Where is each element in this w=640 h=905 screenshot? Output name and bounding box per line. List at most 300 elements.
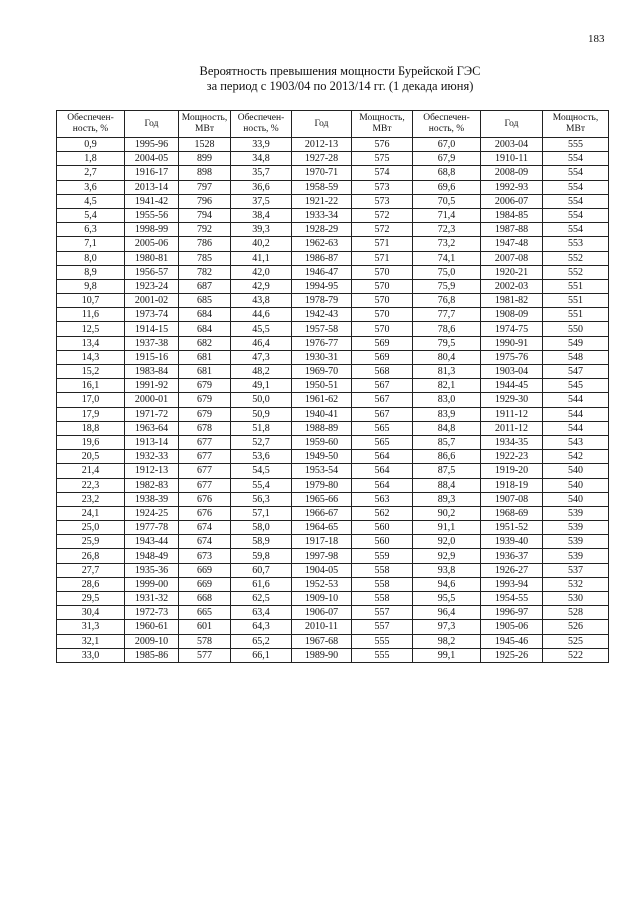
table-cell: 1937-38 [125,336,179,350]
table-row [57,223,609,237]
table-cell: 685 [179,294,231,308]
table-cell: 525 [543,634,609,648]
table-cell: 785 [179,251,231,265]
table-cell: 676 [179,506,231,520]
table-cell: 539 [543,535,609,549]
table-cell: 1988-89 [292,421,352,435]
table-cell: 548 [543,350,609,364]
table-cell: 674 [179,521,231,535]
table-cell: 571 [352,237,413,251]
table-cell: 1919-20 [481,464,543,478]
table-cell: 1920-21 [481,265,543,279]
table-cell: 1907-08 [481,492,543,506]
table-cell: 1913-14 [125,435,179,449]
table-cell: 1938-39 [125,492,179,506]
table-cell: 1949-50 [292,450,352,464]
table-cell: 2005-06 [125,237,179,251]
table-cell: 1986-87 [292,251,352,265]
table-cell: 64,3 [231,620,292,634]
table-cell: 684 [179,308,231,322]
table-cell: 75,0 [413,265,481,279]
table-cell: 537 [543,563,609,577]
table-cell: 1955-56 [125,208,179,222]
table-cell: 1962-63 [292,237,352,251]
table-cell: 77,7 [413,308,481,322]
table-cell: 1918-19 [481,478,543,492]
table-cell: 12,5 [57,322,125,336]
table-cell: 59,8 [231,549,292,563]
table-row [57,620,609,634]
table-cell: 58,9 [231,535,292,549]
table-cell: 1528 [179,138,231,152]
table-row [57,634,609,648]
table-cell: 574 [352,166,413,180]
table-cell: 24,1 [57,506,125,520]
table-cell: 33,9 [231,138,292,152]
probability-table [56,110,609,663]
table-cell: 2009-10 [125,634,179,648]
table-cell: 1946-47 [292,265,352,279]
table-cell: 1974-75 [481,322,543,336]
table-cell: 54,5 [231,464,292,478]
table-cell: 55,4 [231,478,292,492]
table-cell: 86,6 [413,450,481,464]
table-cell: 570 [352,308,413,322]
table-cell: 578 [179,634,231,648]
table-cell: 1999-00 [125,577,179,591]
table-cell: 681 [179,365,231,379]
table-cell: 560 [352,521,413,535]
table-cell: 551 [543,294,609,308]
table-cell: 1981-82 [481,294,543,308]
table-body [57,138,609,663]
table-cell: 32,1 [57,634,125,648]
table-cell: 1912-13 [125,464,179,478]
table-row [57,180,609,194]
table-cell: 36,6 [231,180,292,194]
table-cell: 28,6 [57,577,125,591]
table-cell: 39,3 [231,223,292,237]
table-cell: 19,6 [57,435,125,449]
table-cell: 575 [352,152,413,166]
table-cell: 1958-59 [292,180,352,194]
table-cell: 46,4 [231,336,292,350]
table-cell: 70,5 [413,194,481,208]
table-cell: 45,5 [231,322,292,336]
table-cell: 553 [543,237,609,251]
header-cell: Год [125,111,179,138]
table-cell: 572 [352,208,413,222]
table-cell: 11,6 [57,308,125,322]
table-cell: 1984-85 [481,208,543,222]
table-cell: 30,4 [57,606,125,620]
table-cell: 679 [179,379,231,393]
table-cell: 1923-24 [125,279,179,293]
table-cell: 564 [352,478,413,492]
table-cell: 58,0 [231,521,292,535]
table-row [57,492,609,506]
table-cell: 57,1 [231,506,292,520]
table-cell: 84,8 [413,421,481,435]
table-cell: 539 [543,521,609,535]
table-cell: 1967-68 [292,634,352,648]
table-cell: 7,1 [57,237,125,251]
table-cell: 26,8 [57,549,125,563]
table-cell: 557 [352,606,413,620]
table-cell: 677 [179,450,231,464]
table-cell: 2011-12 [481,421,543,435]
table-cell: 1953-54 [292,464,352,478]
table-cell: 1924-25 [125,506,179,520]
table-cell: 554 [543,223,609,237]
table-cell: 567 [352,379,413,393]
table-cell: 1932-33 [125,450,179,464]
table-cell: 568 [352,365,413,379]
table-cell: 539 [543,549,609,563]
table-cell: 794 [179,208,231,222]
table-cell: 1914-15 [125,322,179,336]
table-cell: 547 [543,365,609,379]
table-cell: 92,9 [413,549,481,563]
table-cell: 25,9 [57,535,125,549]
table-cell: 557 [352,620,413,634]
table-cell: 669 [179,577,231,591]
table-cell: 16,1 [57,379,125,393]
table-cell: 35,7 [231,166,292,180]
table-cell: 1943-44 [125,535,179,549]
table-cell: 1939-40 [481,535,543,549]
table-cell: 571 [352,251,413,265]
table-cell: 1976-77 [292,336,352,350]
table-cell: 80,4 [413,350,481,364]
table-cell: 677 [179,464,231,478]
table-cell: 1963-64 [125,421,179,435]
table-cell: 1915-16 [125,350,179,364]
table-cell: 1982-83 [125,478,179,492]
table-cell: 22,3 [57,478,125,492]
table-cell: 23,2 [57,492,125,506]
table-cell: 674 [179,535,231,549]
table-cell: 1910-11 [481,152,543,166]
table-cell: 1930-31 [292,350,352,364]
table-cell: 88,4 [413,478,481,492]
title-line-1: Вероятность превышения мощности Бурейской ГЭС [199,64,481,78]
table-cell: 569 [352,336,413,350]
table-cell: 1911-12 [481,407,543,421]
table-cell: 2012-13 [292,138,352,152]
header-cell: Обеспечен-ность, % [231,111,292,138]
table-cell: 668 [179,592,231,606]
table-cell: 550 [543,322,609,336]
table-cell: 1969-70 [292,365,352,379]
table-cell: 565 [352,421,413,435]
table-cell: 2,7 [57,166,125,180]
table-cell: 83,0 [413,393,481,407]
table-cell: 40,2 [231,237,292,251]
table-cell: 71,4 [413,208,481,222]
table-row [57,421,609,435]
table-cell: 540 [543,464,609,478]
table-cell: 1965-66 [292,492,352,506]
table-cell: 34,8 [231,152,292,166]
table-cell: 1960-61 [125,620,179,634]
table-cell: 18,8 [57,421,125,435]
table-cell: 551 [543,308,609,322]
table-cell: 1905-06 [481,620,543,634]
table-cell: 577 [179,648,231,662]
table-cell: 1935-36 [125,563,179,577]
table-cell: 567 [352,407,413,421]
table-cell: 2003-04 [481,138,543,152]
table-row [57,606,609,620]
table-row [57,208,609,222]
table-cell: 50,9 [231,407,292,421]
table-cell: 565 [352,435,413,449]
table-cell: 1929-30 [481,393,543,407]
table-row [57,138,609,152]
table-cell: 573 [352,180,413,194]
table-cell: 79,5 [413,336,481,350]
table-row [57,521,609,535]
table-cell: 2010-11 [292,620,352,634]
table-cell: 62,5 [231,592,292,606]
table-cell: 15,2 [57,365,125,379]
table-cell: 1941-42 [125,194,179,208]
table-row [57,251,609,265]
table-cell: 679 [179,393,231,407]
table-cell: 1922-23 [481,450,543,464]
table-cell: 1971-72 [125,407,179,421]
table-cell: 2013-14 [125,180,179,194]
table-cell: 558 [352,592,413,606]
table-cell: 75,9 [413,279,481,293]
table-cell: 1994-95 [292,279,352,293]
table-row [57,435,609,449]
table-cell: 562 [352,506,413,520]
header-cell: Обеспечен-ность, % [413,111,481,138]
table-cell: 56,3 [231,492,292,506]
table-row [57,563,609,577]
table-cell: 1947-48 [481,237,543,251]
table-cell: 796 [179,194,231,208]
table-cell: 544 [543,421,609,435]
table-cell: 61,6 [231,577,292,591]
table-cell: 552 [543,251,609,265]
table-cell: 554 [543,180,609,194]
table-cell: 555 [543,138,609,152]
table-cell: 4,5 [57,194,125,208]
table-cell: 5,4 [57,208,125,222]
table-cell: 570 [352,322,413,336]
table-cell: 13,4 [57,336,125,350]
table-cell: 532 [543,577,609,591]
table-row [57,393,609,407]
table-cell: 797 [179,180,231,194]
table-cell: 20,5 [57,450,125,464]
table-cell: 570 [352,279,413,293]
table-cell: 555 [352,634,413,648]
header-cell: Год [292,111,352,138]
table-cell: 8,0 [57,251,125,265]
table-cell: 560 [352,535,413,549]
table-cell: 1970-71 [292,166,352,180]
table-cell: 544 [543,407,609,421]
table-row [57,152,609,166]
table-cell: 684 [179,322,231,336]
header-cell: Обеспечен-ность, % [57,111,125,138]
table-cell: 66,1 [231,648,292,662]
table-cell: 94,6 [413,577,481,591]
table-row [57,194,609,208]
table-cell: 69,6 [413,180,481,194]
table-cell: 85,7 [413,435,481,449]
table-cell: 43,8 [231,294,292,308]
table-cell: 569 [352,350,413,364]
table-cell: 542 [543,450,609,464]
table-cell: 1978-79 [292,294,352,308]
table-cell: 1908-09 [481,308,543,322]
table-cell: 1934-35 [481,435,543,449]
table-cell: 679 [179,407,231,421]
table-cell: 1951-52 [481,521,543,535]
table-cell: 1952-53 [292,577,352,591]
table-row [57,407,609,421]
table-cell: 2007-08 [481,251,543,265]
table-cell: 1983-84 [125,365,179,379]
table-cell: 81,3 [413,365,481,379]
table-cell: 1928-29 [292,223,352,237]
table-cell: 601 [179,620,231,634]
table-cell: 47,3 [231,350,292,364]
table-cell: 567 [352,393,413,407]
table-cell: 1904-05 [292,563,352,577]
table-cell: 554 [543,166,609,180]
table-header-row [57,111,609,138]
table-cell: 1991-92 [125,379,179,393]
table-cell: 1948-49 [125,549,179,563]
table-cell: 1972-73 [125,606,179,620]
table-cell: 554 [543,194,609,208]
table-cell: 33,0 [57,648,125,662]
table-cell: 74,1 [413,251,481,265]
table-cell: 1966-67 [292,506,352,520]
table-cell: 1977-78 [125,521,179,535]
table-cell: 99,1 [413,648,481,662]
table-cell: 89,3 [413,492,481,506]
table-cell: 1973-74 [125,308,179,322]
table-cell: 31,3 [57,620,125,634]
table-cell: 540 [543,478,609,492]
header-cell: Год [481,111,543,138]
table-cell: 27,7 [57,563,125,577]
title-line-2: за период с 1903/04 по 2013/14 гг. (1 декада июня) [206,79,474,93]
table-cell: 1909-10 [292,592,352,606]
table-cell: 87,5 [413,464,481,478]
table-cell: 93,8 [413,563,481,577]
document-title [0,64,640,94]
table-cell: 1903-04 [481,365,543,379]
table-cell: 90,2 [413,506,481,520]
table-cell: 782 [179,265,231,279]
table-cell: 573 [352,194,413,208]
page-number: 183 [588,33,605,45]
table-cell: 1995-96 [125,138,179,152]
table-cell: 98,2 [413,634,481,648]
table-cell: 65,2 [231,634,292,648]
table-cell: 50,0 [231,393,292,407]
table-cell: 544 [543,393,609,407]
table-cell: 899 [179,152,231,166]
header-cell: Мощность, МВт [543,111,609,138]
table-cell: 1945-46 [481,634,543,648]
table-cell: 678 [179,421,231,435]
table-cell: 72,3 [413,223,481,237]
table-cell: 68,8 [413,166,481,180]
table-cell: 572 [352,223,413,237]
table-cell: 2008-09 [481,166,543,180]
table-cell: 1942-43 [292,308,352,322]
table-row [57,464,609,478]
table-cell: 2002-03 [481,279,543,293]
table-cell: 576 [352,138,413,152]
table-cell: 1921-22 [292,194,352,208]
table-cell: 14,3 [57,350,125,364]
table-row [57,648,609,662]
table-cell: 78,6 [413,322,481,336]
table-cell: 1916-17 [125,166,179,180]
table-cell: 53,6 [231,450,292,464]
table-cell: 1917-18 [292,535,352,549]
table-cell: 60,7 [231,563,292,577]
table-row [57,549,609,563]
table-cell: 552 [543,265,609,279]
table-cell: 539 [543,506,609,520]
table-cell: 2000-01 [125,393,179,407]
table-cell: 17,0 [57,393,125,407]
table-cell: 564 [352,450,413,464]
table-cell: 1975-76 [481,350,543,364]
table-cell: 1980-81 [125,251,179,265]
table-cell: 1933-34 [292,208,352,222]
table-cell: 522 [543,648,609,662]
table-cell: 8,9 [57,265,125,279]
table-cell: 51,8 [231,421,292,435]
table-row [57,322,609,336]
table-cell: 681 [179,350,231,364]
table-cell: 1950-51 [292,379,352,393]
table-cell: 2004-05 [125,152,179,166]
table-cell: 559 [352,549,413,563]
table-cell: 677 [179,478,231,492]
table-cell: 96,4 [413,606,481,620]
table-cell: 545 [543,379,609,393]
table-cell: 73,2 [413,237,481,251]
table-cell: 554 [543,208,609,222]
table-cell: 786 [179,237,231,251]
table-row [57,506,609,520]
table-cell: 48,2 [231,365,292,379]
table-cell: 1940-41 [292,407,352,421]
table-cell: 21,4 [57,464,125,478]
table-cell: 673 [179,549,231,563]
header-cell: Мощность, МВт [179,111,231,138]
table-row [57,294,609,308]
table-cell: 1906-07 [292,606,352,620]
table-cell: 67,9 [413,152,481,166]
table-cell: 1979-80 [292,478,352,492]
table-cell: 1925-26 [481,648,543,662]
table-cell: 1927-28 [292,152,352,166]
